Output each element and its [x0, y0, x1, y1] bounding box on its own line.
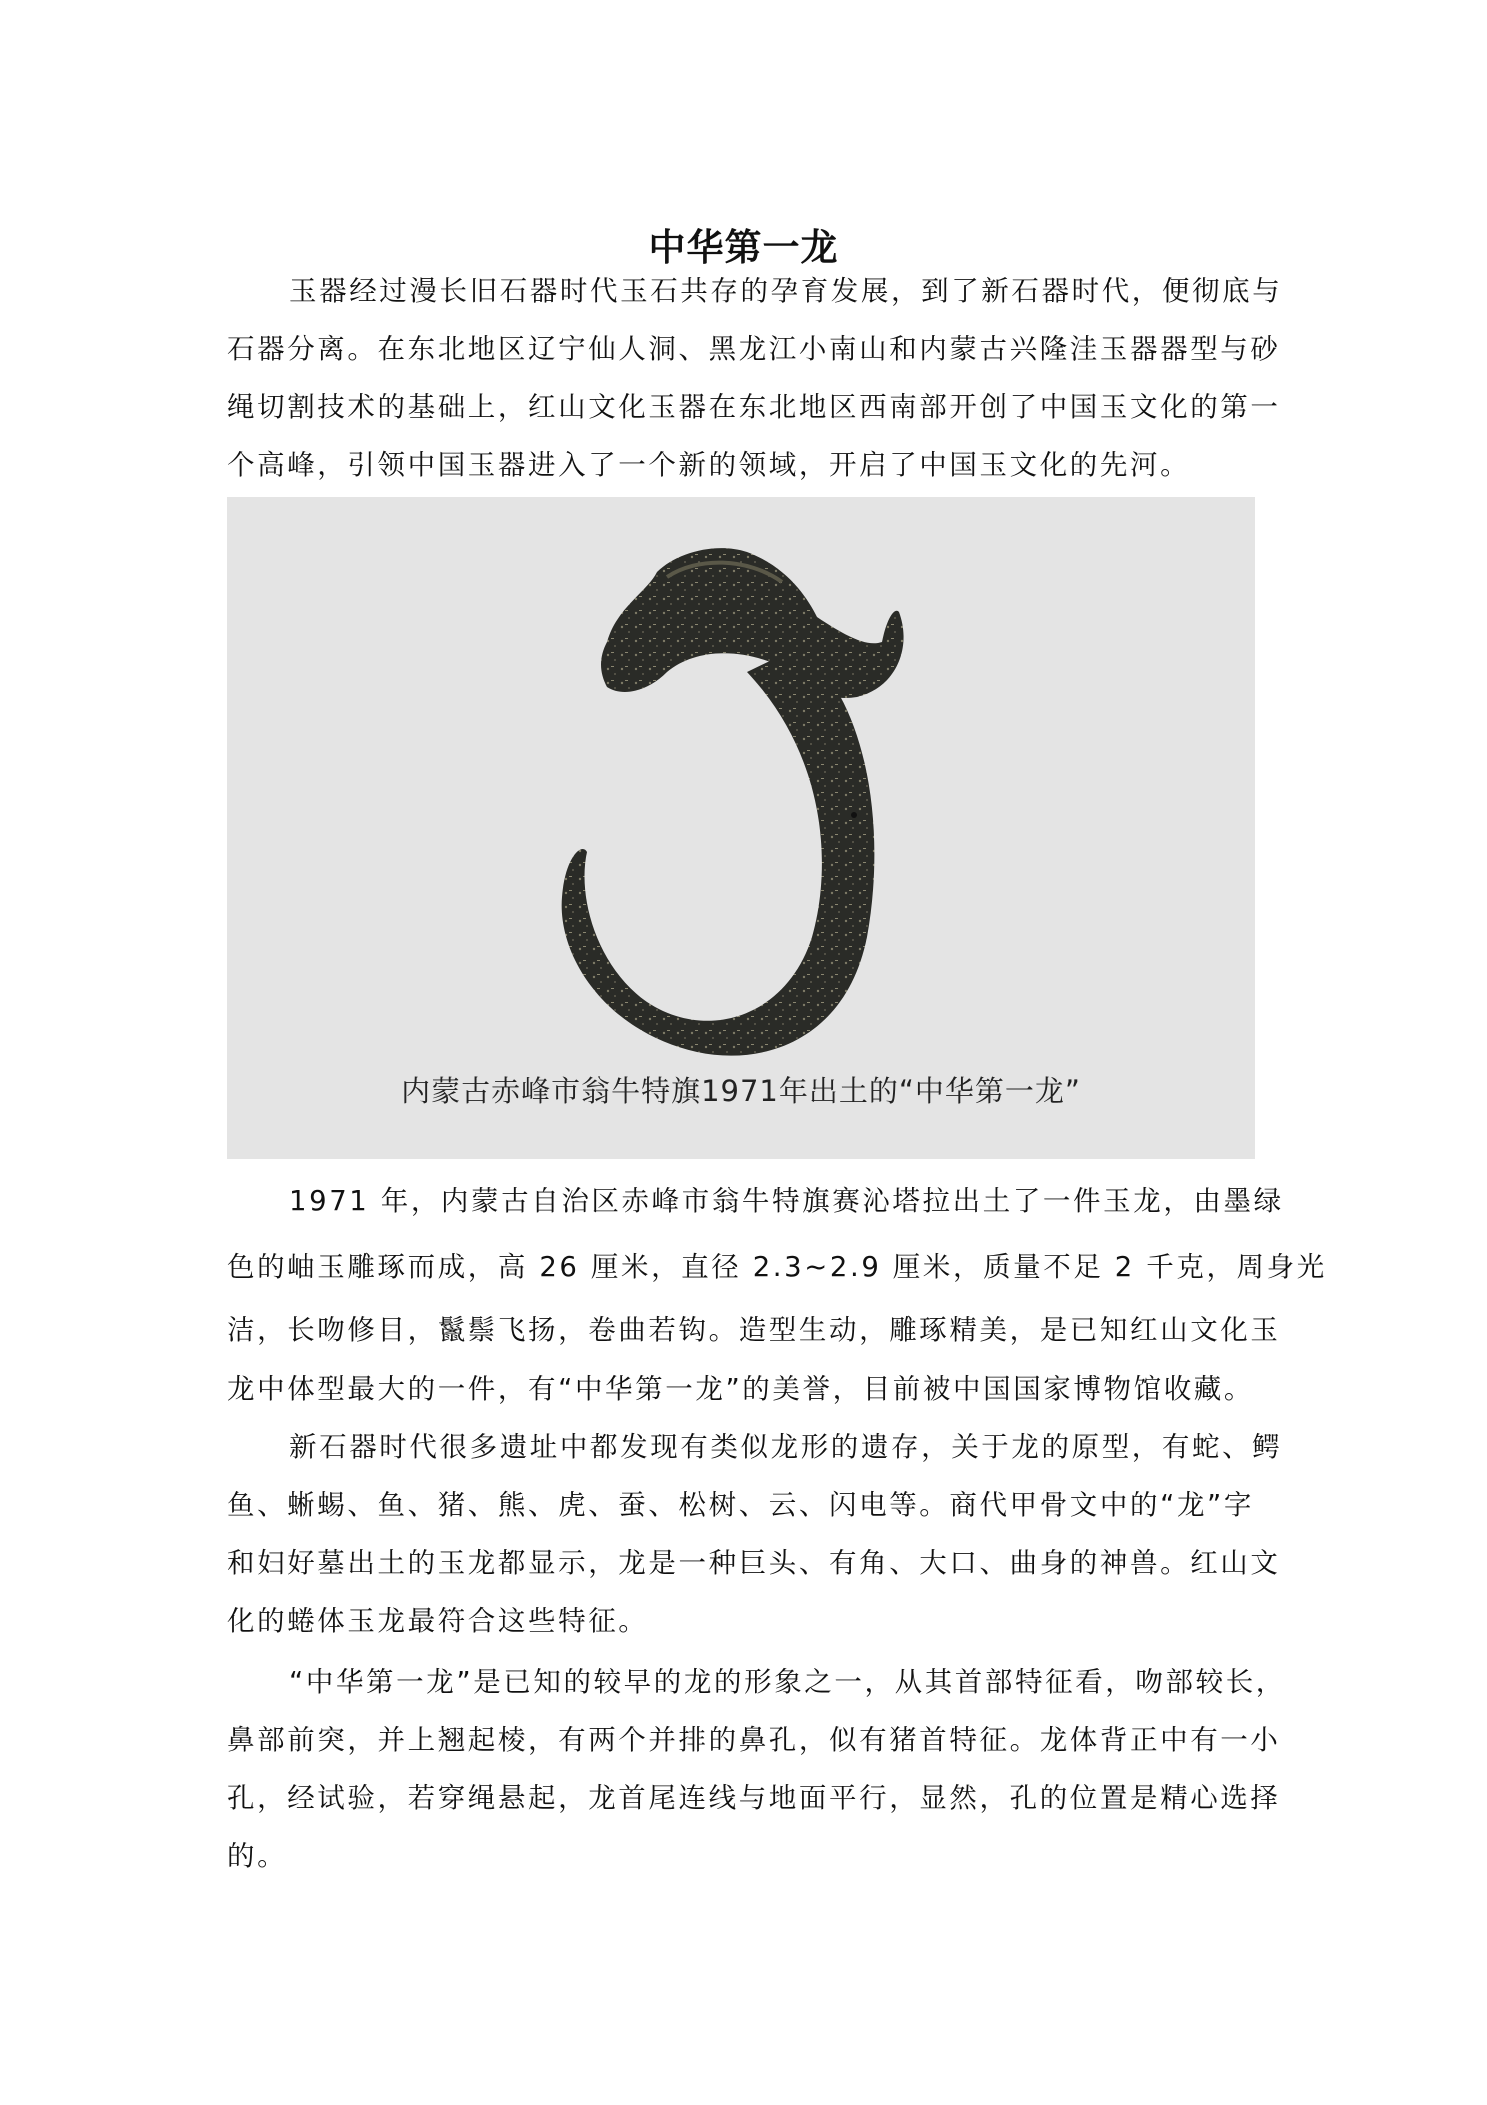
- text-line: 孔，经试验，若穿绳悬起，龙首尾连线与地面平行，显然，孔的位置是精心选择: [227, 1782, 1281, 1814]
- text-line: “中华第一龙”是已知的较早的龙的形象之一，从其首部特征看，吻部较长，: [289, 1666, 1286, 1698]
- text-line: 1971 年，内蒙古自治区赤峰市翁牛特旗赛沁塔拉出土了一件玉龙，由墨绿: [289, 1185, 1284, 1217]
- text-line: 新石器时代很多遗址中都发现有类似龙形的遗存，关于龙的原型，有蛇、鳄: [289, 1431, 1283, 1463]
- text-line: 鱼、蜥蜴、鱼、猪、熊、虎、蚕、松树、云、闪电等。商代甲骨文中的“龙”字: [227, 1489, 1254, 1521]
- text-line: 绳切割技术的基础上，红山文化玉器在东北地区西南部开创了中国玉文化的第一: [227, 391, 1281, 423]
- paragraph-1: [227, 262, 1283, 494]
- paragraph-3: [227, 1418, 1283, 1650]
- text-line: 的。: [227, 1840, 288, 1872]
- jade-dragon-image: [227, 497, 1255, 1159]
- text-line: 玉器经过漫长旧石器时代玉石共存的孕育发展，到了新石器时代，便彻底与: [289, 275, 1283, 307]
- text-line: 石器分离。在东北地区辽宁仙人洞、黑龙江小南山和内蒙古兴隆洼玉器器型与砂: [227, 333, 1281, 365]
- dragon-body: [562, 647, 875, 1056]
- paragraph-4: [227, 1653, 1286, 1885]
- text-line: 化的蜷体玉龙最符合这些特征。: [227, 1605, 649, 1637]
- text-line: 鼻部前突，并上翘起棱，有两个并排的鼻孔，似有猪首特征。龙体背正中有一小: [227, 1724, 1281, 1756]
- document-title: 中华第一龙: [648, 225, 839, 269]
- dragon-figure: [227, 497, 1255, 1159]
- text-line: 龙中体型最大的一件，有“中华第一龙”的美誉，目前被中国国家博物馆收藏。: [227, 1373, 1254, 1405]
- text-line: 个高峰，引领中国玉器进入了一个新的领域，开启了中国玉文化的先河。: [227, 449, 1191, 481]
- text-line: 洁，长吻修目，鬣鬃飞扬，卷曲若钩。造型生动，雕琢精美，是已知红山文化玉: [227, 1314, 1281, 1346]
- paragraph-2: [227, 1168, 1327, 1418]
- figure-caption: 内蒙古赤峰市翁牛特旗1971年出土的“中华第一龙”: [401, 1074, 1081, 1108]
- text-line: 和妇好墓出土的玉龙都显示，龙是一种巨头、有角、大口、曲身的神兽。红山文: [227, 1547, 1281, 1579]
- text-line: 色的岫玉雕琢而成，高 26 厘米，直径 2.3~2.9 厘米，质量不足 2 千克，周身光: [227, 1251, 1327, 1283]
